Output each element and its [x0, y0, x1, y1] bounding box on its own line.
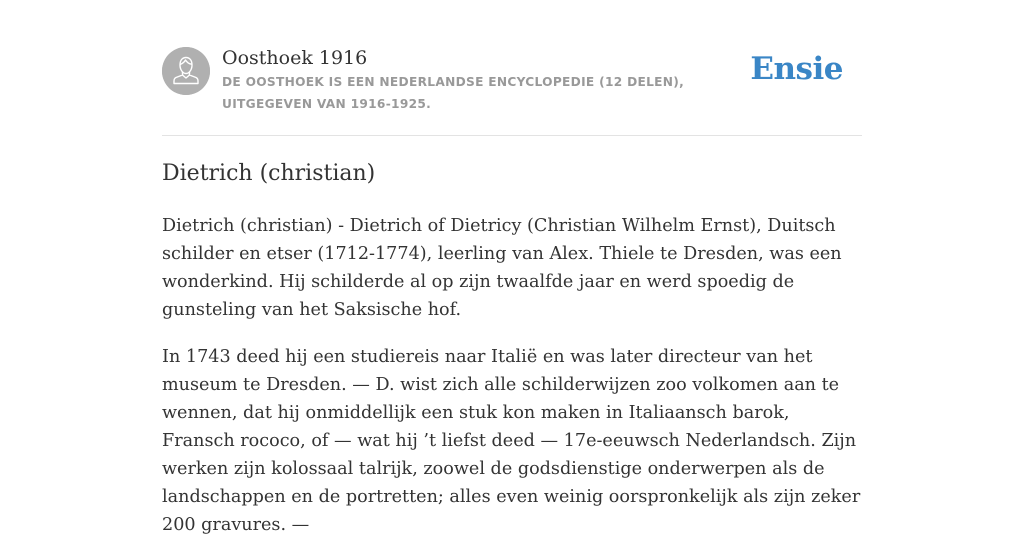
article-title: Dietrich (christian) [162, 161, 376, 186]
article-paragraph: Dietrich (christian) - Dietrich of Dietricy (Christian Wilhelm Ernst), Duitsch schilder en etser (1712-1774), leerling van Alex. Thiele te Dresden, was een wonderkind. Hij schilderde al op zijn twaalfde jaar en werd spoedig de gunsteling van het Saksische hof. [162, 216, 842, 320]
header-divider [162, 135, 862, 136]
article-body [162, 212, 867, 558]
source-title[interactable]: Oosthoek 1916 [222, 47, 368, 69]
source-description: DE OOSTHOEK IS EEN NEDERLANDSE ENCYCLOPEDIE (12 DELEN), UITGEGEVEN VAN 1916-1925. [222, 75, 685, 111]
source-header [162, 44, 862, 136]
ensie-logo[interactable]: Ensie [750, 51, 843, 87]
article-paragraph: In 1743 deed hij een studiereis naar Italië en was later directeur van het museum te Dresden. — D. wist zich alle schilderwijzen zoo volkomen aan te wennen, dat hij onmiddellijk een stuk kon maken in Italiaansch barok, Fransch rococo, of — wat hij ’t liefst deed — 17e-eeuwsch Nederlandsch. Zijn werken zijn kolossaal talrijk, zoowel de godsdienstige onderwerpen als de landschappen en de portretten; alles even weinig oorspronkelijk als zijn zeker 200 gravures. — [162, 347, 861, 535]
user-avatar-icon[interactable] [162, 47, 210, 95]
